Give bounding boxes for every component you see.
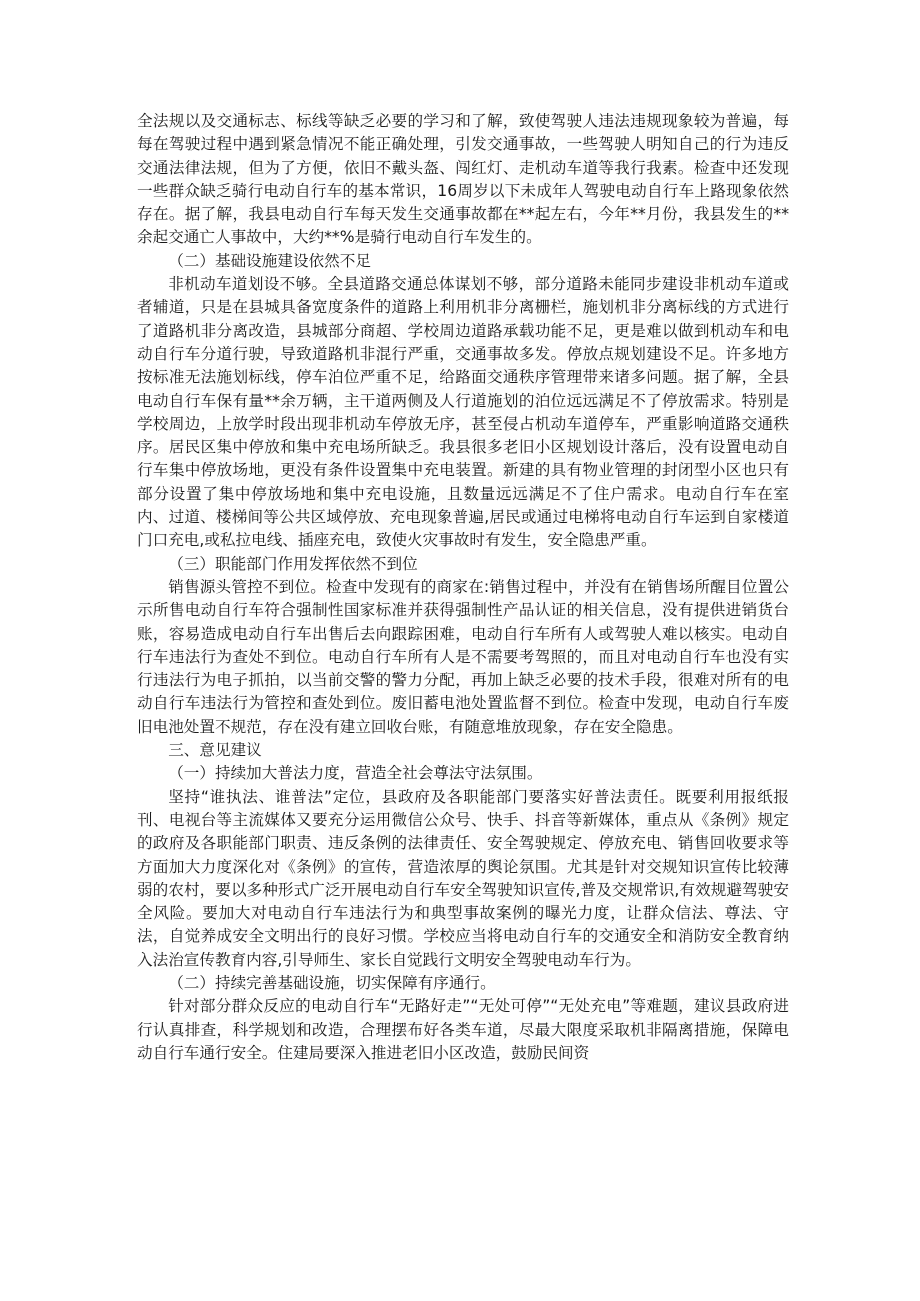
section-heading-suggestions: 三、意见建议	[168, 741, 262, 760]
paragraph-continuation: 全法规以及交通标志、标线等缺乏必要的学习和了解，致使驾驶人违法违规现象较为普遍，每每在驾驶过程中遇到紧急情况不能正确处理，引发交通事故，一些驾驶人明知自己的行为违反交通法律法规，但为了方便，依旧不戴头盔、闯红灯、走机动车道等我行我素。检查中还发现一些群众缺乏骑行电动自行车的基本常识，16周岁以下未成年人驾驶电动自行车上路现象依然存在。据了解，我县电动自行车每天发生交通事故都在**起左右，今年**月份，我县发生的**余起交通亡人事故中，大约**%是骑行电动自行车发生的。	[137, 112, 789, 247]
section-heading-departments: （三）职能部门作用发挥依然不到位	[168, 554, 418, 573]
paragraph-legal-education: 坚持“谁执法、谁普法”定位，县政府及各职能部门要落实好普法责任。既要利用报纸报刊、电视台等主流媒体又要充分运用微信公众号、快手、抖音等新媒体，重点从《条例》规定的政府及各职能部门职责、违反条例的法律责任、安全驾驶规定、停放充电、销售回收要求等方面加大力度深化对《条例》的宣传，营造浓厚的舆论氛围。尤其是针对交规知识宣传比较薄弱的农村，要以多种形式广泛开展电动自行车安全驾驶知识宣传,普及交规常识,有效规避驾驶安全风险。要加大对电动自行车违法行为和典型事故案例的曝光力度，让群众信法、尊法、守法，自觉养成安全文明出行的良好习惯。学校应当将电动自行车的交通安全和消防安全教育纳入法治宣传教育内容,引导师生、家长自觉践行文明安全驾驶电动车行为。	[137, 787, 789, 969]
paragraph-departments: 销售源头管控不到位。检查中发现有的商家在:销售过程中，并没有在销售场所醒目位置公示所售电动自行车符合强制性国家标准并获得强制性产品认证的相关信息，没有提供进销货台账，容易造成电动自行车出售后去向跟踪困难，电动自行车所有人或驾驶人难以核实。电动自行车违法行为查处不到位。电动自行车所有人是不需要考驾照的，而且对电动自行车也没有实行违法行为电子抓拍，以当前交警的警力分配，再加上缺乏必要的技术手段，很难对所有的电动自行车违法行为管控和查处到位。废旧蓄电池处置监督不到位。检查中发现，电动自行车废旧电池处置不规范，存在没有建立回收台账，有随意堆放现象，存在安全隐患。	[137, 577, 789, 736]
paragraph-infrastructure: 非机动车道划设不够。全县道路交通总体谋划不够，部分道路未能同步建设非机动车道或者辅道，只是在县城具备宽度条件的道路上利用机非分离栅栏，施划机非分离标线的方式进行了道路机非分离改造，县城部分商超、学校周边道路承载功能不足，更是难以做到机动车和电动自行车分道行驶，导致道路机非混行严重，交通事故多发。停放点规划建设不足。许多地方按标准无法施划标线，停车泊位严重不足，给路面交通秩序管理带来诸多问题。据了解，全县电动自行车保有量**余万辆，主干道两侧及人行道施划的泊位远远满足不了停放需求。特别是学校周边，上放学时段出现非机动车停放无序，甚至侵占机动车道停车，严重影响道路交通秩序。居民区集中停放和集中充电场所缺乏。我县很多老旧小区规划设计落后，没有设置电动自行车集中停放场地，更没有条件设置集中充电装置。新建的具有物业管理的封闭型小区也只有部分设置了集中停放场地和集中充电设施，且数量远远满足不了住户需求。电动自行车在室内、过道、楼梯间等公共区域停放、充电现象普遍,居民或通过电梯将电动自行车运到自家楼道门口充电,或私拉电线、插座充电，致使火灾事故时有发生，安全隐患严重。	[137, 275, 789, 550]
paragraph-facilities: 针对部分群众反应的电动自行车“无路好走”“无处可停”“无处充电”等难题，建议县政府进行认真排查，科学规划和改造，合理摆布好各类车道，尽最大限度采取机非隔离措施，保障电动自行车通行安全。住建局要深入推进老旧小区改造，鼓励民间资	[137, 997, 789, 1062]
subsection-heading-facilities: （二）持续完善基础设施，切实保障有序通行。	[168, 973, 496, 992]
document-body	[137, 110, 789, 1065]
section-heading-infrastructure: （二）基础设施建设依然不足	[168, 251, 371, 270]
subsection-heading-legal-education: （一）持续加大普法力度，营造全社会尊法守法氛围。	[168, 764, 543, 783]
